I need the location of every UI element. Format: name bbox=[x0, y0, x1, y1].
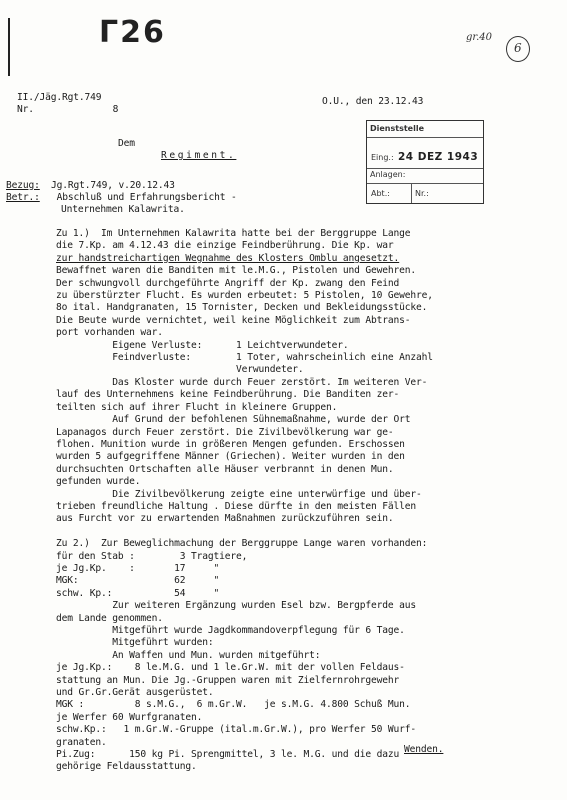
stamp-dept-label: Abt.: bbox=[371, 189, 390, 198]
body-line: durchsuchten Ortschaften alle Häuser verbrannt in denen Mun. bbox=[56, 463, 394, 475]
body-line bbox=[56, 526, 433, 538]
body-line: Lapanagos durch Feuer zerstört. Die Zivilbevölkerung war ge- bbox=[56, 426, 394, 438]
body-line: Zu 2.) Zur Beweglichmachung der Berggruppe Lange waren vorhanden: bbox=[56, 538, 428, 550]
body-line: trieben freundliche Haltung . Diese dürfte in den meisten Fällen bbox=[56, 500, 417, 512]
betr-line-1: Abschluß und Erfahrungsbericht - bbox=[56, 192, 237, 203]
body-line: wurden 5 aufgegriffene Männer (Griechen). Weiter wurden in den bbox=[56, 451, 405, 463]
body-line: Mitgeführt wurden: bbox=[56, 637, 214, 649]
body-line: 8o ital. Handgranaten, 15 Tornister, Decken und Bekleidungsstücke. bbox=[56, 302, 428, 314]
addressee-dem: Dem bbox=[118, 138, 135, 149]
body-line: An Waffen und Mun. wurden mitgeführt: bbox=[56, 649, 321, 661]
body-line: Der schwungvoll durchgeführte Angriff der Kp. zwang den Feind bbox=[56, 277, 400, 289]
stamp-register-label: Anlagen: bbox=[370, 170, 406, 179]
betr-label: Betr.: bbox=[6, 192, 40, 203]
body-line: gefunden wurde. bbox=[56, 476, 141, 488]
body-line: die 7.Kp. am 4.12.43 die einzige Feindberührung. Die Kp. war bbox=[56, 240, 394, 252]
body-line: gehörige Feldausstattung. bbox=[56, 761, 197, 773]
archive-number-stamp: Г26 bbox=[99, 15, 166, 50]
handwritten-reference: gr.40 bbox=[466, 32, 492, 43]
body-line: zu überstürzter Flucht. Es wurden erbeutet: 5 Pistolen, 10 Gewehre, bbox=[56, 290, 433, 302]
stamp-title: Dienststelle bbox=[370, 124, 425, 133]
body-line: dem Lande genommen. bbox=[56, 612, 163, 624]
receipt-stamp bbox=[366, 120, 484, 204]
nr-value: 8 bbox=[112, 104, 119, 115]
unit-designation bbox=[17, 92, 101, 104]
body-line: Die Zivilbevölkerung zeigte eine unterwürfige und über- bbox=[56, 488, 422, 500]
stamp-divider-2 bbox=[367, 168, 483, 169]
place-date: O.U., den 23.12.43 bbox=[322, 96, 424, 107]
addressee-regiment: Regiment. bbox=[161, 150, 237, 161]
body-line: MGK: 62 " bbox=[56, 575, 220, 587]
unit-text: II./Jäg.Rgt.749 bbox=[17, 92, 102, 103]
document-number bbox=[17, 104, 118, 116]
body-line: Zur weiteren Ergänzung wurden Esel bzw. Bergpferde aus bbox=[56, 600, 417, 612]
body-line: je Jg.Kp.: 8 le.M.G. und 1 le.Gr.W. mit der vollen Feldaus- bbox=[56, 662, 405, 674]
body-line: schw.Kp.: 1 m.Gr.W.-Gruppe (ital.m.Gr.W.), pro Werfer 50 Wurf- bbox=[56, 724, 417, 736]
stamp-divider-3 bbox=[367, 183, 483, 184]
stamp-ref-label: Nr.: bbox=[415, 189, 429, 198]
body-line: Auf Grund der befohlenen Sühnemaßnahme, wurde der Ort bbox=[56, 414, 411, 426]
body-line: Pi.Zug: 150 kg Pi. Sprengmittel, 3 le. M.G. und die dazu bbox=[56, 749, 400, 761]
body-line: Verwundeter. bbox=[56, 364, 304, 376]
body-line: je Werfer 60 Wurfgranaten. bbox=[56, 711, 203, 723]
body-line: für den Stab : 3 Tragtiere, bbox=[56, 550, 248, 562]
nr-label: Nr. bbox=[17, 104, 34, 115]
bezug-text: Jg.Rgt.749, v.20.12.43 bbox=[51, 180, 175, 191]
body-line: lauf des Unternehmens keine Feindberührung. Die Banditen zer- bbox=[56, 389, 400, 401]
bezug-label: Bezug: bbox=[6, 180, 40, 191]
body-line: und Gr.Gr.Gerät ausgerüstet. bbox=[56, 687, 214, 699]
body-line: Das Kloster wurde durch Feuer zerstört. Im weiteren Ver- bbox=[56, 376, 428, 388]
body-line: stattung an Mun. Die Jg.-Gruppen waren mit Zielfernrohrgewehr bbox=[56, 674, 400, 686]
body-line: je Jg.Kp. : 17 " bbox=[56, 562, 220, 574]
reference-bezug bbox=[6, 180, 175, 192]
body-line: schw. Kp.: 54 " bbox=[56, 587, 220, 599]
body-line: Zu 1.) Im Unternehmen Kalawrita hatte bei der Berggruppe Lange bbox=[56, 228, 411, 239]
stamp-vertical-divider bbox=[411, 183, 412, 203]
stamp-received-label: Eing.: bbox=[371, 153, 394, 162]
body-line: Eigene Verluste: 1 Leichtverwundeter. bbox=[56, 339, 349, 351]
body-line: Mitgeführt wurde Jagdkommandoverpflegung für 6 Tage. bbox=[56, 624, 405, 636]
stamp-received-date: 24 DEZ 1943 bbox=[398, 151, 479, 163]
stamp-divider-1 bbox=[367, 137, 483, 138]
body-line: Bewaffnet waren die Banditen mit le.M.G., Pistolen und Gewehren. bbox=[56, 265, 417, 277]
body-line: teilten sich auf ihrer Flucht in kleinere Gruppen. bbox=[56, 401, 338, 413]
reference-betr-continued: Unternehmen Kalawrita. bbox=[61, 204, 185, 215]
body-line: MGK : 8 s.M.G., 6 m.Gr.W. je s.M.G. 4.800 Schuß Mun. bbox=[56, 699, 411, 711]
circled-page-number bbox=[506, 36, 530, 62]
body-text bbox=[56, 228, 433, 774]
body-line: granaten. bbox=[56, 736, 107, 748]
body-line: Feindverluste: 1 Toter, wahrscheinlich eine Anzahl bbox=[56, 352, 433, 364]
body-line: port vorhanden war. bbox=[56, 327, 163, 339]
left-margin-bar bbox=[8, 18, 10, 76]
circled-page-number-text: 6 bbox=[514, 41, 522, 55]
reference-betr bbox=[6, 192, 237, 204]
body-line: aus Furcht vor zu erwartenden Maßnahmen zurückzuführen sein. bbox=[56, 513, 394, 525]
body-line: flohen. Munition wurde in größeren Mengen gefunden. Erschossen bbox=[56, 438, 405, 450]
turn-page-note: Wenden. bbox=[404, 744, 444, 755]
body-line: zur handstreichartigen Wegnahme des Klosters Omblu angesetzt. bbox=[56, 252, 400, 264]
body-line: Die Beute wurde vernichtet, weil keine Möglichkeit zum Abtrans- bbox=[56, 314, 411, 326]
